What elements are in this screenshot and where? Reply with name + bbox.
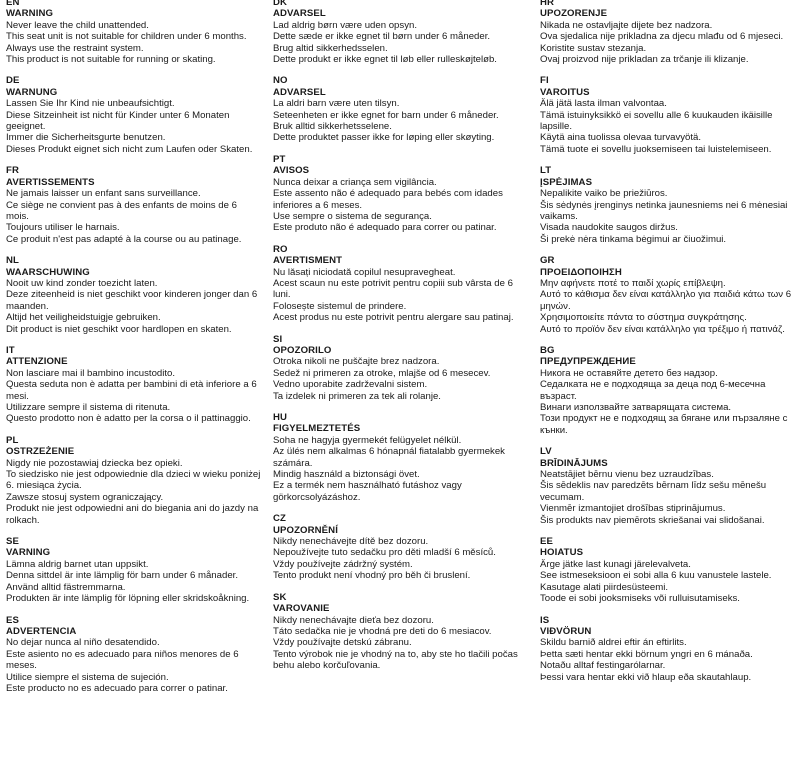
language-code: IS	[540, 614, 550, 626]
warning-lines	[6, 637, 262, 694]
language-code: EE	[540, 536, 553, 548]
warning-heading: OPOZORILO	[273, 344, 332, 356]
warning-heading: UPOZORNĚNÍ	[273, 524, 338, 536]
warning-line: Μην αφήνετε ποτέ το παιδί χωρίς επίβλεψη.	[540, 277, 726, 289]
warning-line: Sedež ni primeren za otroke, mlajše od 6 mesecev.	[273, 367, 491, 379]
warning-line: Ne jamais laisser un enfant sans surveillance.	[6, 188, 201, 200]
column-3	[540, 0, 796, 693]
warning-line: Skildu barnið aldrei eftir án eftirlits.	[540, 637, 687, 649]
language-code: PT	[273, 153, 286, 165]
column-2	[273, 0, 523, 682]
warning-line: Denna sittdel är inte lämplig för barn under 6 månader.	[6, 570, 238, 582]
warning-line: Vždy používejte zádržný systém.	[273, 558, 413, 570]
warning-line: Este produto não é adequado para correr ou patinar.	[273, 222, 497, 234]
warning-line: Lassen Sie Ihr Kind nie unbeaufsichtigt.	[6, 98, 175, 110]
warning-line: Nepalikite vaiko be priežiūros.	[540, 188, 668, 200]
warning-line: Ce siège ne convient pas à des enfants de moins de 6 mois.	[6, 199, 237, 222]
warning-block-en	[6, 0, 262, 65]
warning-line: Tämä istuinyksikkö ei sovellu alle 6 kuukauden ikäisille lapsille.	[540, 109, 773, 133]
language-code: DE	[6, 75, 20, 87]
warning-line: Kasutage alati piirdesüsteemi.	[540, 581, 668, 593]
warning-lines	[273, 20, 523, 66]
warning-line: Neatstājiet bērnu vienu bez uzraudzības.	[540, 469, 714, 481]
warning-line: Seteenheten er ikke egnet for barn under 6 måneder.	[273, 109, 499, 121]
warning-line: Zawsze stosuj system ograniczający.	[6, 491, 164, 503]
warning-line: Þetta sæti hentar ekki börnum yngri en 6 mánaða.	[540, 648, 753, 660]
language-code: NO	[273, 75, 288, 87]
warning-heading: AVISOS	[273, 165, 310, 177]
warning-line: Ova sjedalica nije prikladna za djecu mlađu od 6 mjeseci.	[540, 31, 784, 43]
warning-heading: ADVERTENCIA	[6, 625, 77, 637]
language-code: LT	[540, 165, 552, 177]
warning-line: Visada naudokite saugos diržus.	[540, 222, 678, 234]
warning-lines	[6, 559, 262, 605]
warning-lines	[540, 469, 796, 526]
warning-heading: ĮSPĖJIMAS	[540, 176, 593, 188]
warning-block-pl	[6, 435, 262, 526]
warning-line: Non lasciare mai il bambino incustodito.	[6, 367, 176, 379]
warning-line: This seat unit is not suitable for children under 6 months.	[6, 31, 247, 43]
warning-lines	[273, 615, 523, 672]
warning-line: Notaðu alltaf festingarólarnar.	[540, 660, 666, 672]
warning-line: Nepoužívejte tuto sedačku pro děti mladší 6 měsíců.	[273, 547, 496, 559]
warning-line: Este producto no es adecuado para correr o patinar.	[6, 682, 228, 694]
warning-lines	[540, 20, 796, 66]
warning-block-it	[6, 345, 262, 425]
language-code: ES	[6, 614, 19, 626]
warning-block-fi	[540, 75, 796, 155]
language-code: BG	[540, 344, 555, 356]
warning-block-bg	[540, 345, 796, 436]
warning-line: Questo prodotto non è adatto per la corsa o il pattinaggio.	[6, 413, 251, 425]
warning-line: Никога не оставяйте детето без надзор.	[540, 367, 718, 379]
warning-line: Ta izdelek ni primeren za tek ali rolanje.	[273, 390, 441, 402]
warning-line: Folosește sistemul de prindere.	[273, 300, 407, 312]
warning-line: Käytä aina tuolissa olevaa turvavyötä.	[540, 132, 702, 144]
column-1	[6, 0, 262, 704]
warning-line: Nigdy nie pozostawiaj dziecka bez opieki.	[6, 457, 183, 469]
warning-lines	[6, 188, 262, 245]
warning-block-lv	[540, 446, 796, 526]
language-code: PL	[6, 434, 19, 446]
warning-line: Dieses Produkt eignet sich nicht zum Laufen oder Skaten.	[6, 143, 253, 155]
warning-heading: UPOZORENJE	[540, 8, 608, 20]
warning-lines	[6, 20, 262, 66]
warning-block-de	[6, 75, 262, 155]
warning-heading: BRĪDINĀJUMS	[540, 457, 608, 469]
warning-line: Vedno uporabite zadrževalni sistem.	[273, 379, 428, 391]
warning-line: Lämna aldrig barnet utan uppsikt.	[6, 558, 149, 570]
warning-lines	[540, 278, 796, 335]
warning-lines	[273, 356, 523, 402]
warning-line: Questa seduta non è adatta per bambini di età inferiore a 6 mesi.	[6, 379, 257, 402]
warning-block-hu	[273, 412, 523, 503]
warning-line: Älä jätä lasta ilman valvontaa.	[540, 98, 667, 110]
language-code: FR	[6, 165, 19, 177]
warning-line: Vienmēr izmantojiet drošības stiprinājumus.	[540, 503, 726, 515]
warning-line: Šis produkts nav piemērots skriešanai vai slidošanai.	[540, 514, 765, 526]
warning-line: Nikdy nenechávejte dítě bez dozoru.	[273, 536, 429, 548]
warning-lines	[273, 435, 523, 503]
warning-line: Never leave the child unattended.	[6, 19, 149, 31]
warning-line: Този продукт не е подходящ за бягане или пързаляне с кънки.	[540, 413, 788, 436]
warning-line: Este asiento no es adecuado para niños menores de 6 meses.	[6, 648, 239, 672]
warning-line: Dette sæde er ikke egnet til børn under 6 måneder.	[273, 31, 491, 43]
language-code: SE	[6, 536, 19, 548]
warning-heading: ΠΡΟΕΙΔΟΠΟΙΗΣΗ	[540, 266, 622, 278]
warning-line: Immer die Sicherheitsgurte benutzen.	[6, 132, 166, 144]
warning-heading: VAROVANIE	[273, 603, 330, 615]
warning-line: Šis sėdynės įrenginys netinka jaunesniems nei 6 mėnesiai vaikams.	[540, 199, 788, 222]
warning-line: Soha ne hagyja gyermekét felügyelet nélkül.	[273, 434, 462, 446]
warning-line: No dejar nunca al niño desatendido.	[6, 637, 160, 649]
warning-block-si	[273, 334, 523, 402]
warning-lines	[273, 98, 523, 144]
warning-heading: WARNUNG	[6, 86, 58, 98]
warning-lines	[273, 536, 523, 582]
warning-line: This product is not suitable for running or skating.	[6, 54, 216, 66]
warning-line: Acest produs nu este potrivit pentru alergare sau patinaj.	[273, 312, 514, 324]
warning-line: Nooit uw kind zonder toezicht laten.	[6, 277, 158, 289]
warning-line: Ez a termék nem használható futáshoz vagy görkorcsolyázáshoz.	[273, 480, 462, 503]
warning-heading: HOIATUS	[540, 547, 584, 559]
warning-lines	[6, 368, 262, 425]
warning-heading: WARNING	[6, 8, 54, 20]
language-code: HR	[540, 0, 555, 8]
warning-line: Toujours utiliser le harnais.	[6, 222, 120, 234]
language-code: NL	[6, 255, 19, 267]
warning-line: Always use the restraint system.	[6, 42, 144, 54]
warning-heading: AVERTISMENT	[273, 255, 343, 267]
warning-heading: VIÐVÖRUN	[540, 625, 592, 637]
warning-line: Винаги използвайте затварящата система.	[540, 402, 732, 413]
warning-block-pt	[273, 154, 523, 234]
warning-block-ro	[273, 244, 523, 324]
warning-line: Koristite sustav stezanja.	[540, 42, 647, 54]
warning-lines	[540, 368, 796, 436]
warning-line: Šis sēdeklis nav paredzēts bērnam līdz sešu mēnešu vecumam.	[540, 480, 767, 503]
warning-line: Nu lăsați niciodată copilul nesupravegheat.	[273, 266, 456, 278]
language-code: FI	[540, 75, 549, 87]
warning-line: La aldri barn være uten tilsyn.	[273, 98, 400, 110]
language-code: DK	[273, 0, 288, 8]
warning-block-sk	[273, 592, 523, 672]
warning-block-gr	[540, 255, 796, 335]
warning-line: See istmeseksioon ei sobi alla 6 kuu vanustele lastele.	[540, 570, 772, 582]
warning-heading: AVERTISSEMENTS	[6, 176, 95, 188]
warning-lines	[540, 188, 796, 245]
warning-line: Þessi vara hentar ekki við hlaup eða skautahlaup.	[540, 671, 752, 683]
warning-heading: ATTENZIONE	[6, 356, 68, 368]
warning-block-cz	[273, 513, 523, 581]
warning-line: Tento výrobok nie je vhodný na to, aby ste ho tlačili počas behu alebo korčuľovania.	[273, 648, 518, 672]
warning-heading: OSTRZEŻENIE	[6, 446, 75, 458]
language-code: SK	[273, 591, 287, 603]
warning-block-dk	[273, 0, 523, 65]
warning-lines	[540, 637, 796, 683]
warning-line: Acest scaun nu este potrivit pentru copiii sub vârsta de 6 luni.	[273, 277, 513, 301]
warning-heading: ПРЕДУПРЕЖДЕНИЕ	[540, 356, 636, 368]
warning-line: Produkt nie jest odpowiedni ani do biegania ani do jazdy na rolkach.	[6, 503, 259, 526]
warning-line: Dit product is niet geschikt voor hardlopen en skaten.	[6, 323, 232, 335]
language-code: SI	[273, 333, 283, 345]
warning-block-no	[273, 75, 523, 143]
warning-lines	[273, 177, 523, 234]
warning-line: Toode ei sobi jooksmiseks või rulluisutamiseks.	[540, 593, 740, 605]
warning-heading: ADVARSEL	[273, 86, 326, 98]
warning-line: Bruk alltid sikkerhetsselene.	[273, 121, 392, 133]
warning-line: Ärge jätke last kunagi järelevalveta.	[540, 558, 691, 570]
warning-lines	[273, 267, 523, 324]
warning-lines	[6, 98, 262, 155]
warning-line: Αυτό το κάθισμα δεν είναι κατάλληλο για παιδιά κάτω των 6 μηνών.	[540, 289, 792, 312]
warning-line: To siedzisko nie jest odpowiednie dla dzieci w wieku poniżej 6. miesiąca życia.	[6, 469, 261, 492]
language-code: CZ	[273, 513, 286, 525]
warning-line: Táto sedačka nie je vhodná pre deti do 6 mesiacov.	[273, 625, 492, 637]
warning-lines	[6, 278, 262, 335]
warning-line: Lad aldrig børn være uden opsyn.	[273, 19, 417, 31]
warning-heading: VARNING	[6, 547, 51, 559]
warning-line: Ovaj proizvod nije prikladan za trčanje ili klizanje.	[540, 54, 749, 66]
warning-line: Седалката не е подходяща за деца под 6-месечна възраст.	[540, 379, 766, 402]
warning-block-nl	[6, 255, 262, 335]
warning-line: Utilizzare sempre il sistema di ritenuta.	[6, 402, 171, 413]
warning-line: Diese Sitzeinheit ist nicht für Kinder unter 6 Monaten geeignet.	[6, 109, 230, 133]
warning-heading: VAROITUS	[540, 86, 590, 98]
warning-block-lt	[540, 165, 796, 245]
warning-line: Tento produkt není vhodný pro běh či bruslení.	[273, 570, 471, 582]
warning-line: Este assento não é adequado para bebés com idades inferiores a 6 meses.	[273, 188, 503, 211]
warning-line: Dette produkt er ikke egnet til løb eller rulleskøjteløb.	[273, 54, 497, 66]
language-code: RO	[273, 243, 288, 255]
language-code: EN	[6, 0, 20, 8]
warning-line: Az ülés nem alkalmas 6 hónapnál fiatalabb gyermekek számára.	[273, 446, 505, 469]
language-code: IT	[6, 344, 15, 356]
warning-heading: FIGYELMEZTETÉS	[273, 423, 361, 435]
warning-line: Nunca deixar a criança sem vigilância.	[273, 176, 437, 188]
warning-lines	[6, 458, 262, 526]
warning-line: Mindig használd a biztonsági övet.	[273, 469, 420, 481]
warning-line: Dette produktet passer ikke for løping eller skøyting.	[273, 132, 495, 144]
warning-line: Nikada ne ostavljajte dijete bez nadzora.	[540, 19, 713, 31]
warning-line: Χρησιμοποιείτε πάντα το σύστημα συγκράτησης.	[540, 312, 747, 324]
warning-line: Otroka nikoli ne puščajte brez nadzora.	[273, 356, 440, 368]
language-code: LV	[540, 446, 552, 458]
warning-line: Utilice siempre el sistema de sujeción.	[6, 671, 169, 683]
warning-block-es	[6, 615, 262, 695]
warning-line: Tämä tuote ei sovellu juoksemiseen tai luistelemiseen.	[540, 143, 772, 155]
warning-line: Nikdy nenechávajte dieťa bez dozoru.	[273, 614, 434, 626]
language-code: GR	[540, 255, 555, 267]
warning-lines	[540, 559, 796, 605]
warning-line: Produkten är inte lämplig för löpning eller skridskoåkning.	[6, 593, 250, 605]
warning-block-ee	[540, 536, 796, 604]
warning-block-fr	[6, 165, 262, 245]
warning-lines	[540, 98, 796, 155]
warning-line: Altijd het veiligheidstuigje gebruiken.	[6, 312, 161, 324]
warning-line: Brug altid sikkerhedsselen.	[273, 42, 388, 54]
warning-line: Use sempre o sistema de segurança.	[273, 210, 432, 222]
language-code: HU	[273, 412, 288, 423]
warning-line: Vždy používajte detskú zábranu.	[273, 637, 412, 649]
warning-block-hr	[540, 0, 796, 65]
warning-line: Ce produit n'est pas adapté à la course ou au patinage.	[6, 233, 242, 245]
warning-line: Ši prekė nėra tinkama bėgimui ar čiuožimui.	[540, 233, 727, 245]
warning-line: Använd alltid fästremmarna.	[6, 581, 126, 593]
warning-line: Deze ziteenheid is niet geschikt voor kinderen jonger dan 6 maanden.	[6, 289, 258, 312]
warning-heading: WAARSCHUWING	[6, 266, 90, 278]
warning-block-se	[6, 536, 262, 604]
warning-block-is	[540, 615, 796, 683]
warning-heading: ADVARSEL	[273, 8, 326, 20]
warning-line: Αυτό το προϊόν δεν είναι κατάλληλο για τρέξιμο ή πατινάζ.	[540, 323, 785, 335]
